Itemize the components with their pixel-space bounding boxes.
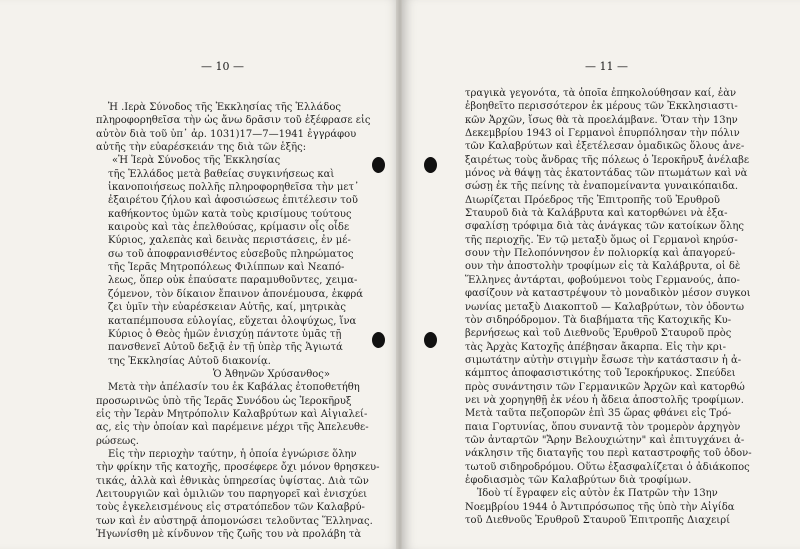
text-line: Δεκεμβρίου 1943 οἱ Γερμανοὶ ἐπυρπόλησαν τὴν πόλιν xyxy=(465,128,740,140)
punch-hole-left-bottom xyxy=(372,332,385,348)
text-line: προσωρινῶς ὑπὸ τῆς Ἱερᾶς Συνόδου ὡς Ἱεροκῆρυξ xyxy=(96,395,352,407)
text-line: αὐτὸν διὰ τοῦ ὑπ᾿ ἀρ. 1031)17—7—1941 ἐγγράφου xyxy=(96,128,357,140)
text-line: ρώσεως. xyxy=(96,435,139,447)
text-line: τοὺς ἐγκελεισμένους εἰς στρατόπεδον τῶν Καλαβρύ- xyxy=(96,502,365,514)
text-line: φασίζουν νὰ καταστρέψουν τὸ μοναδικὸν μέσον συγκοι xyxy=(465,288,751,300)
text-line: τὸν σιδηρόδρομον. Τὰ διαβήματα τῆς Κατοχικῆς Κυ- xyxy=(465,314,732,326)
text-line: σφαλίσῃ τρόφιμα διὰ τὰς ἀνάγκας τῶν κατοίκων ὅλης xyxy=(465,221,744,233)
text-line: νωνίας μεταξὺ Διακοπτοῦ — Καλαβρύτων, τὸν ὀδοντω xyxy=(465,301,745,313)
text-line: καθήκοντος ὑμῶν κατὰ τοὺς κρισίμους τούτους xyxy=(108,208,352,220)
text-line: Ὁ Ἀθηνῶν Χρύσανθος» xyxy=(213,368,330,380)
text-line: Ἰδοὺ τί ἔγραφεν εἰς αὐτὸν ἐκ Πατρῶν τὴν 13ην xyxy=(477,488,718,500)
text-line: τραγικὰ γεγονότα, τὰ ὁποῖα ἐπηκολούθησαν καί, ἐὰν xyxy=(465,88,737,99)
text-line: Μετὰ τὴν ἀπέλασίν του ἐκ Καβάλας ἐτοποθετήθη xyxy=(108,382,360,394)
text-line: καταπέμπουσα εὐλογίας, εὔχεται ὁλοψύχως, ἵνα xyxy=(108,315,357,327)
text-line: νάκλησιν τῆς διαταγῆς του περὶ καταστροφῆς τοῦ ὀδον- xyxy=(465,448,752,460)
text-line: Λειτουργιῶν καὶ ὁμιλιῶν του παρηγορεῖ καὶ ἐνισχύει xyxy=(96,488,368,500)
text-line: καιροὺς καὶ τὰς ἐπελθούσας, κρίμασιν οἷς οἶδε xyxy=(108,222,350,234)
text-line: παια Γορτυνίας, ὅπου συναντᾷ τὸν τρομερὸν ἀρχηγὸν xyxy=(465,421,741,433)
text-line: σώσῃ ἐκ τῆς πείνης τὰ ἐναπομείναντα γυναικόπαιδα. xyxy=(465,181,739,193)
text-line: τὴν φρίκην τῆς κατοχῆς, προσέφερε ὄχι μόνον θρησκευ- xyxy=(96,462,380,474)
text-line: σουν τὴν Πελοπόννησον ἐν πολιορκίᾳ καὶ ἀπαγορεύ- xyxy=(465,248,736,260)
text-line: εἰς τὴν Ἱερὰν Μητρόπολιν Καλαβρύτων καὶ Αἰγιαλεί- xyxy=(96,408,368,420)
text-line: ἐξαιρέτου ζήλου καὶ ἀφοσιώσεως ἐπιτέλεσιν τοῦ xyxy=(108,195,358,207)
text-line: «Ἡ Ἱερὰ Σύνοδος τῆς Ἐκκλησίας xyxy=(112,155,281,167)
punch-hole-right-top xyxy=(424,157,437,173)
text-line: ἐφοδιασμὸς τῶν Καλαβρύτων διὰ τροφίμων. xyxy=(465,474,692,486)
text-line: πρὸς συνάντησιν τῶν Γερμανικῶν Ἀρχῶν καὶ κατορθώ xyxy=(465,381,745,393)
text-line: τῆς Ἑλλάδος μετὰ βαθείας συγκινήσεως καὶ xyxy=(108,168,335,180)
text-line: πληροφορηθεῖσα τὴν ὡς ἄνω δρᾶσιν τοῦ ἐξέφρασε εἰς xyxy=(96,115,371,127)
text-line: τῶν ἀνταρτῶν "Ἄρην Βελουχιώτην" καὶ ἐπιτυγχάνει ἀ- xyxy=(465,434,745,446)
text-line: τοῦ Διεθνοῦς Ἐρυθροῦ Σταυροῦ Ἐπιτροπῆς Διαχειρί xyxy=(465,515,731,526)
punch-hole-right-bottom xyxy=(424,332,437,348)
text-line: τὰς Ἀρχὰς Κατοχῆς ἀπέβησαν ἄκαρπα. Εἰς τὴν κρι- xyxy=(465,341,727,353)
text-line: των καὶ ἐν αὐστηρᾷ ἀπομονώσει τελοῦντας Ἕλληνας. xyxy=(96,515,373,527)
text-line: τικάς, ἀλλὰ καὶ ἐθνικὰς ὑπηρεσίας ὑψίστας. Διὰ τῶν xyxy=(96,475,369,487)
text-line: τῆς Ἱερᾶς Μητροπόλεως Φιλίππων καὶ Νεαπό- xyxy=(108,262,345,274)
right-page xyxy=(402,0,800,549)
text-line: σιμωτάτην αὐτὴν στιγμὴν ἔσωσε τὴν κατάστασιν ἡ ἀ- xyxy=(465,354,742,366)
text-line: Εἰς τὴν περιοχὴν ταύτην, ἡ ὁποία ἐγνώρισε ὅλην xyxy=(108,448,357,460)
text-line: της Ἐκκλησίας Αὐτοῦ διακονίᾳ. xyxy=(108,355,271,367)
text-line: νει νὰ χορηγηθῇ ἐκ νέου ἡ ἄδεια ἀποστολῆς τροφίμων. xyxy=(465,394,744,406)
text-line: βερνήσεως καὶ τοῦ Διεθνοῦς Ἐρυθροῦ Σταυροῦ πρὸς xyxy=(465,328,732,340)
text-line: τῶν Καλαβρύτων καὶ ἐξετέλεσαν ὁμαδικῶς ὅλους ἀνε- xyxy=(465,141,745,153)
text-line: ἱκανοποιήσεως πολλῆς πληροφορηθεῖσα τὴν μετ᾿ xyxy=(108,182,360,194)
text-line: ζόμενον, τὸν δίκαιον ἔπαινον ἀπονέμουσα, ἐκφρά xyxy=(108,288,363,300)
text-line: αὐτῆς τὴν εὐαρέσκειάν της διὰ τῶν ἑξῆς: xyxy=(96,142,307,154)
text-line: Μετὰ ταῦτα πεζοπορῶν ἐπὶ 35 ὥρας φθάνει εἰς Τρό- xyxy=(465,408,732,420)
text-line: τωτοῦ σιδηροδρόμου. Οὕτω ἐξασφαλίζεται ὁ ἀδιάκοπος xyxy=(465,461,750,473)
text-line: Ἕλληνες ἀντάρται, φοβούμενοι τοὺς Γερμανούς, ἀπο- xyxy=(465,274,740,286)
text-line: Κύριος ὁ Θεὸς ἡμῶν ἐνισχύῃ πάντοτε ὑμᾶς τῇ xyxy=(108,328,342,340)
left-page xyxy=(0,0,398,549)
text-line: Κύριος, χαλεπὰς καὶ δεινὰς περιστάσεις, ἐν μέ- xyxy=(108,235,351,247)
text-line: Διωρίζεται Πρόεδρος τῆς Ἐπιτροπῆς τοῦ Ἐρυθροῦ xyxy=(465,194,720,206)
text-line: ἐβοηθεῖτο περισσότερον ἐκ μέρους τῶν Ἐκκλησιαστι- xyxy=(465,101,738,113)
text-line: τῆς περιοχῆς. Ἐν τῷ μεταξὺ ὅμως οἱ Γερμανοὶ κηρύσ- xyxy=(465,234,738,246)
text-line: ουν τὴν ἀποστολὴν τροφίμων εἰς τὰ Καλάβρυτα, οἱ δὲ xyxy=(465,261,741,273)
text-line: ας, εἰς τὴν ὁποίαν καὶ παρέμεινε μέχρι τῆς Ἀπελευθε- xyxy=(96,422,369,434)
text-line: κῶν Ἀρχῶν, ἴσως θὰ τὰ προελάμβανε. Ὅταν τὴν 13ην xyxy=(465,114,738,126)
text-line: Νοεμβρίου 1944 ὁ Ἀντιπρόσωπος τῆς ὑπὸ τὴν Αἰγίδα xyxy=(465,501,735,513)
text-line: ζει ὑμῖν τὴν εὐαρέσκειαν Αὐτῆς, καί, μητρικὰς xyxy=(108,302,346,314)
text-line: Ἠγωνίσθη μὲ κίνδυνον τῆς ζωῆς του νὰ προλάβη τὰ xyxy=(96,529,362,540)
text-line: κάμπτος ἀποφασιστικότης τοῦ Ἱεροκήρυκος. Σπεύδει xyxy=(465,368,736,380)
left-page-text xyxy=(96,101,380,541)
page-number-left: — 10 — xyxy=(201,60,244,73)
text-line: ξαιρέτως τοὺς ἄνδρας τῆς πόλεως ὁ Ἱεροκῆρυξ ἀνέλαβε xyxy=(465,154,750,166)
text-line: Σταυροῦ διὰ τὰ Καλάβρυτα καὶ κατορθώνει νὰ ἐξα- xyxy=(465,208,728,220)
text-line: μόνος νὰ θάψῃ τὰς ἑκατοντάδας τῶν πτωμάτων καὶ νὰ xyxy=(465,168,748,180)
text-line: Ἡ .Ιερὰ Σύνοδος τῆς Ἐκκλησίας τῆς Ἑλλάδος xyxy=(108,102,342,113)
punch-hole-left-top xyxy=(372,157,385,173)
text-line: λεως, ὅπερ οὐκ ἐπαύσατε παραμυθοῦντες, χειμα- xyxy=(108,275,358,287)
text-line: πανσθενεῖ Αὐτοῦ δεξιᾷ ἐν τῇ ὑπὲρ τῆς Ἁγιωτά xyxy=(108,342,343,354)
text-line: σω τοῦ ἀποφρανισθέντος εὐσεβοῦς πληρώματος xyxy=(108,248,354,260)
page-number-right: — 11 — xyxy=(585,60,628,73)
right-page-text xyxy=(465,87,752,527)
